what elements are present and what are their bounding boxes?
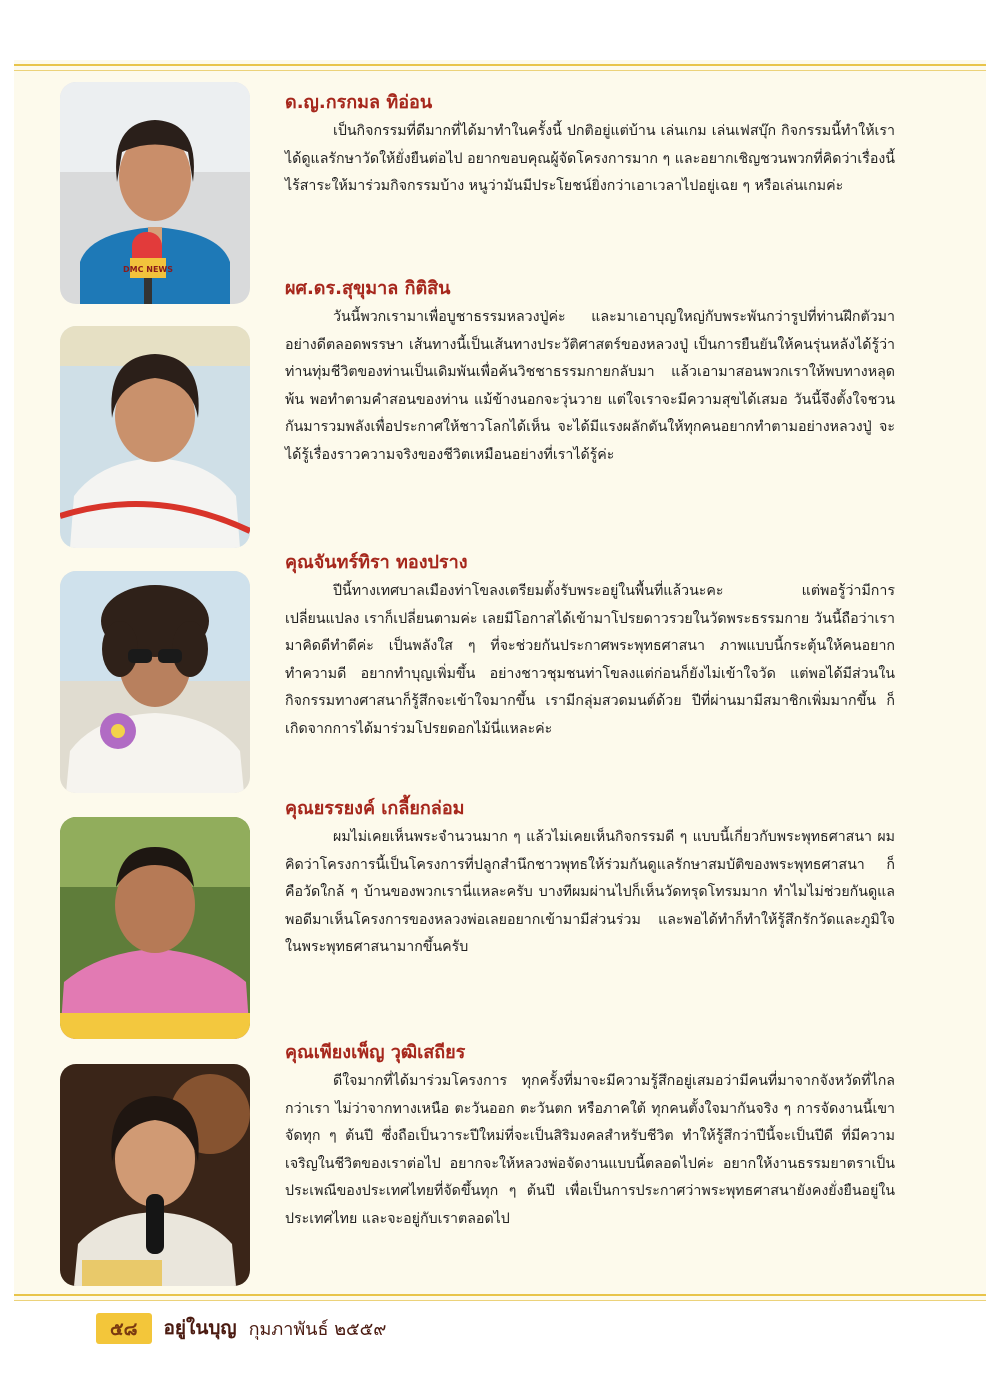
person-name: คุณจันทร์ทิรา ทองปราง	[285, 552, 468, 573]
person-name: คุณเพียงเพ็ญ วุฒิเสถียร	[285, 1042, 466, 1063]
testimonial-text: วันนี้พวกเรามาเพื่อบูชาธรรมหลวงปู่ค่ะ และมาเอาบุญใหญ่กับพระพันกว่ารูปที่ท่านฝึกตัวมาอย่างดีตลอดพรรษา เส้นทางนี้เป็นเส้นทางประวัติศาสตร์ของหลวงปู่ เป็นการยืนยันให้คนรุ่นหลังได้รู้ว่าท่านทุ่มชีวิตของท่านเป็นเดิมพันเพื่อค้นวิชชาธรรมกายกลับมา แล้วเอามาสอนพวกเราให้พบทางหลุดพ้น พอทำตามคำสอนของท่าน แม้ข้างนอกจะวุ่นวาย แต่ใจเราจะมีความสุขได้เสมอ วันนี้จึงตั้งใจชวนกันมารวมพลังเพื่อประกาศให้ชาวโลกได้เห็น จะได้มีแรงผลักดันให้ทุกคนอยากทำตามอย่างหลวงปู่ จะได้รู้เรื่องราวความจริงของชีวิตเหมือนอย่างที่เราได้รู้ค่ะ	[285, 309, 895, 463]
portrait-photo	[60, 326, 250, 548]
page-number: ๕๘	[96, 1313, 152, 1344]
bottom-rule-thin	[14, 1300, 986, 1301]
mic-label: DMC NEWS	[122, 265, 174, 274]
testimonial-text: ผมไม่เคยเห็นพระจำนวนมาก ๆ แล้วไม่เคยเห็นกิจกรรมดี ๆ แบบนี้เกี่ยวกับพระพุทธศาสนา ผมคิดว่าโครงการนี้เป็นโครงการที่ปลูกสำนึกชาวพุทธให้ร่วมกันดูแลรักษาสมบัติของพระพุทธศาสนา ก็คือวัดใกล้ ๆ บ้านของพวกเรานี่แหละครับ บางทีผมผ่านไปก็เห็นวัดทรุดโทรมมาก ทำไมไม่ช่วยกันดูแล พอดีมาเห็นโครงการของหลวงพ่อเลยอยากเข้ามามีส่วนร่วม และพอได้ทำก็ทำให้รู้สึกรักวัดและภูมิใจในพระพุทธศาสนามากขึ้นครับ	[285, 829, 895, 955]
top-rule	[14, 64, 986, 66]
portrait-photo	[60, 1064, 250, 1286]
testimonial-text: เป็นกิจกรรมที่ดีมากที่ได้มาทำในครั้งนี้ ปกติอยู่แต่บ้าน เล่นเกม เล่นเฟสบุ๊ก กิจกรรมนี้ทำให้เราได้ดูแลรักษาวัดให้ยั่งยืนต่อไป อยากขอบคุณผู้จัดโครงการมาก ๆ และอยากเชิญชวนพวกที่คิดว่าเรื่องนี้ไร้สาระให้มาร่วมกิจกรรมบ้าง หนูว่ามันมีประโยชน์ยิ่งกว่าเอาเวลาไปอยู่เฉย ๆ หรือเล่นเกมค่ะ	[285, 123, 895, 194]
portrait-photo	[60, 82, 250, 304]
top-rule-thin	[14, 70, 986, 71]
page-footer	[96, 1314, 387, 1342]
person-name: ด.ญ.กรกมล ทิอ่อน	[285, 92, 433, 113]
portrait-photo	[60, 817, 250, 1039]
bottom-rule	[14, 1294, 986, 1296]
person-name: คุณยรรยงค์ เกลี้ยกล่อม	[285, 798, 465, 819]
testimonial-text: ปีนี้ทางเทศบาลเมืองท่าโขลงเตรียมตั้งรับพระอยู่ในพื้นที่แล้วนะคะ แต่พอรู้ว่ามีการเปลี่ยนแปลง เราก็เปลี่ยนตามค่ะ เลยมีโอกาสได้เข้ามาโปรยดาวรวยในวัดพระธรรมกาย วันนี้ถือว่าเรามาคิดดีทำดีค่ะ เป็นพลังใส ๆ ที่จะช่วยกันประกาศพระพุทธศาสนา ภาพแบบนี้กระตุ้นให้คนอยากทำความดี อยากทำบุญเพิ่มขึ้น อย่างชาวชุมชนท่าโขลงแต่ก่อนก็ยังไม่เข้าใจวัด แต่พอได้มีส่วนในกิจกรรมทางศาสนาก็รู้สึกจะเข้าใจมากขึ้น เรามีกลุ่มสวดมนต์ด้วย ปีที่ผ่านมามีสมาชิกเพิ่มมากขึ้น ก็เกิดจากการได้มาร่วมโปรยดอกไม้นี่แหละค่ะ	[285, 583, 895, 737]
testimonial-text: ดีใจมากที่ได้มาร่วมโครงการ ทุกครั้งที่มาจะมีความรู้สึกอยู่เสมอว่ามีคนที่มาจากจังหวัดที่ไกลกว่าเรา ไม่ว่าจากทางเหนือ ตะวันออก ตะวันตก หรือภาคใต้ ทุกคนตั้งใจมากันจริง ๆ การจัดงานนี้เขาจัดทุก ๆ ต้นปี ซึ่งถือเป็นวาระปีใหม่ที่จะเป็นสิริมงคลสำหรับชีวิต ทำให้รู้สึกว่าปีนี้จะเป็นปีดี ที่มีความเจริญในชีวิตของเราต่อไป อยากจะให้หลวงพ่อจัดงานแบบนี้ตลอดไปค่ะ อยากให้งานธรรมยาตราเป็นประเพณีของประเทศไทยที่จัดขึ้นทุก ๆ ต้นปี เพื่อเป็นการประกาศว่าพระพุทธศาสนายังคงยั่งยืนอยู่ในประเทศไทย และจะอยู่กับเราตลอดไป	[285, 1073, 895, 1227]
issue-date: กุมภาพันธ์ ๒๕๕๙	[248, 1318, 387, 1340]
portrait-photo	[60, 571, 250, 793]
magazine-title: อยู่ในบุญ	[163, 1317, 237, 1339]
person-name: ผศ.ดร.สุขุมาล กิติสิน	[285, 278, 451, 299]
